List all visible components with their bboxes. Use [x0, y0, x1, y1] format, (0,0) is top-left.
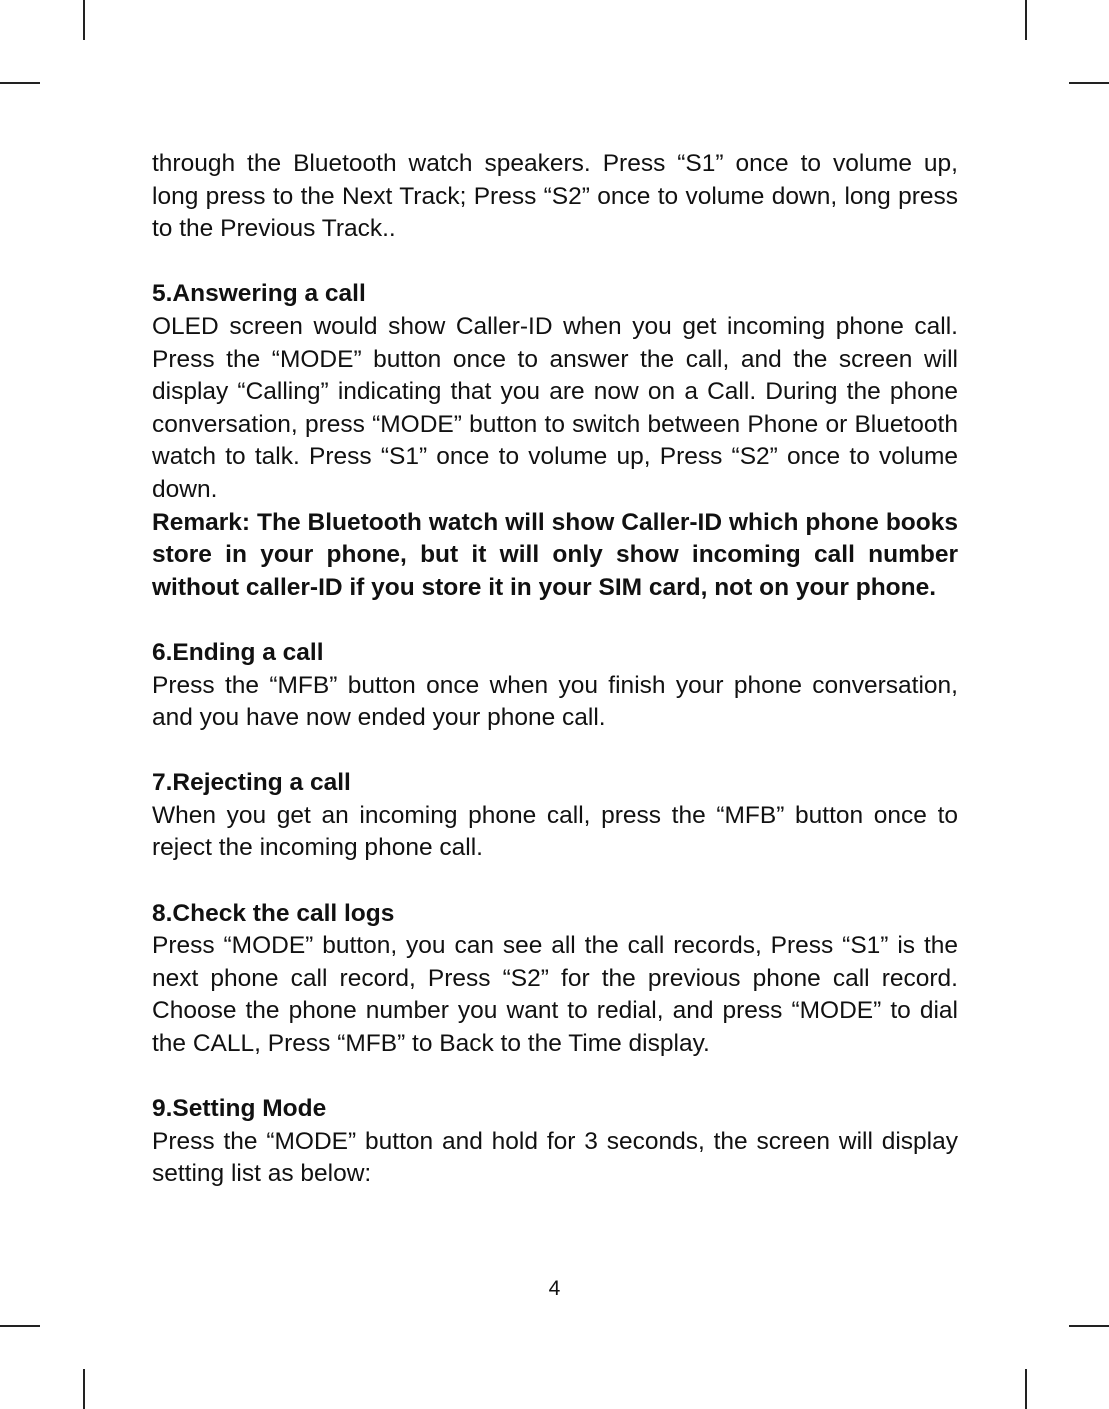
section-ending-call [152, 637, 958, 735]
section-heading: 8.Check the call logs [152, 899, 395, 927]
section-body: Press the “MFB” button once when you finish your phone conversation, and you have now ended your phone call. [152, 671, 958, 732]
section-body: Press the “MODE” button and hold for 3 seconds, the screen will display setting list as below: [152, 1127, 958, 1188]
section-heading: 6.Ending a call [152, 638, 324, 666]
section-gap [152, 1061, 958, 1094]
section-answering-call [152, 278, 958, 604]
crop-mark-top-right-horizontal [1069, 82, 1109, 84]
crop-mark-bottom-right-horizontal [1069, 1325, 1109, 1327]
section-body: OLED screen would show Caller-ID when you get incoming phone call. Press the “MODE” button once to answer the call, and the screen will display “Calling” indicating that you are now on a Call. During the phone conversation, press “MODE” button to switch between Phone or Bluetooth watch to talk. Press “S1” once to volume up, Press “S2” once to volume down. [152, 312, 958, 503]
crop-mark-top-left-horizontal [0, 82, 40, 84]
section-call-logs [152, 898, 958, 1061]
page-content [152, 148, 958, 1191]
intro-paragraph: through the Bluetooth watch speakers. Press “S1” once to volume up, long press to the Next Track; Press “S2” once to volume down, long press to the Previous Track.. [152, 150, 958, 243]
section-gap [152, 735, 958, 768]
section-setting-mode [152, 1093, 958, 1191]
section-rejecting-call [152, 767, 958, 865]
crop-mark-bottom-left-vertical [83, 1369, 85, 1409]
crop-mark-top-right-vertical [1025, 0, 1027, 40]
crop-mark-bottom-left-horizontal [0, 1325, 40, 1327]
section-heading: 5.Answering a call [152, 280, 366, 308]
page-number: 4 [548, 1277, 561, 1300]
section-gap [152, 246, 958, 279]
section-gap [152, 604, 958, 637]
section-heading: 9.Setting Mode [152, 1095, 327, 1123]
section-gap [152, 865, 958, 898]
section-body: Press “MODE” button, you can see all the call records, Press “S1” is the next phone call record, Press “S2” for the previous phone call record. Choose the phone number you want to redial, and press “MODE” to dial the CALL, Press “MFB” to Back to the Time display. [152, 932, 958, 1058]
remark-paragraph: Remark: The Bluetooth watch will show Caller-ID which phone books store in your phone, but it will only show incoming call number without caller-ID if you store it in your SIM card, not on your phone. [152, 508, 958, 601]
crop-mark-bottom-right-vertical [1025, 1369, 1027, 1409]
crop-mark-top-left-vertical [83, 0, 85, 40]
section-heading: 7.Rejecting a call [152, 769, 351, 797]
section-body: When you get an incoming phone call, press the “MFB” button once to reject the incoming phone call. [152, 801, 958, 862]
